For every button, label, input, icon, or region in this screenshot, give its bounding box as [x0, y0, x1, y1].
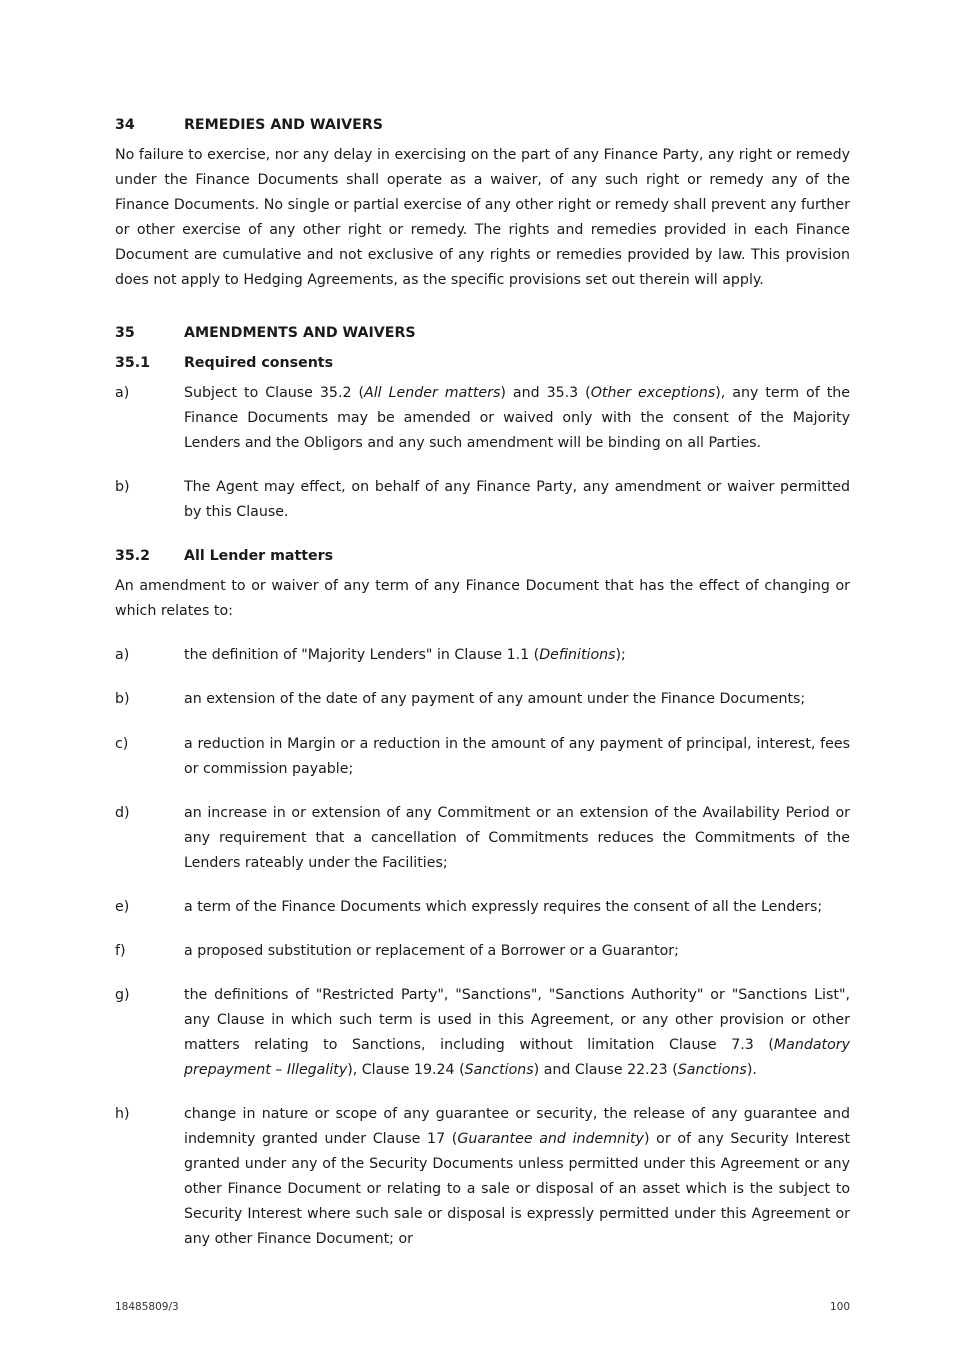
clause-35-2-g-text: the definitions of "Restricted Party", "Sanctions", "Sanctions Authority" or "Sanctions List", any Clause in which such term is used in this Agreement, or any other provision or other matters relating to Sanctions, including without limitation Clause 7.3 (Mandatory prepayment – Illegality), Clause 19.24 (Sanctions) and Clause 22.23 (Sanctions).: [184, 987, 850, 1078]
clause-35-2-e-text: a term of the Finance Documents which expressly requires the consent of all the Lenders;: [184, 899, 823, 915]
clause-35-2-f-text: a proposed substitution or replacement of a Borrower or a Guarantor;: [184, 943, 679, 959]
clause-35-2-title: All Lender matters: [184, 548, 334, 564]
clause-35-2-h-label: h): [115, 1106, 130, 1122]
clause-35-1-b-text: The Agent may effect, on behalf of any Finance Party, any amendment or waiver permitted by this Clause.: [184, 479, 850, 520]
clause-35-2-d-label: d): [115, 805, 130, 821]
page-number: 100: [829, 1301, 850, 1313]
clause-35-1-a-label: a): [115, 385, 130, 401]
clause-35-2-number: 35.2: [115, 548, 151, 564]
clause-35-2-c-label: c): [115, 736, 129, 752]
clause-35-1-title: Required consents: [184, 355, 334, 371]
clause-35-1-a-text: Subject to Clause 35.2 (All Lender matters) and 35.3 (Other exceptions), any term of the Finance Documents may be amended or waived only with the consent of the Majority Lenders and the Obligors and any such amendment will be binding on all Parties.: [184, 385, 850, 451]
clause-35-2-f-label: f): [115, 943, 126, 959]
section-34-title: REMEDIES AND WAIVERS: [184, 117, 383, 133]
clause-35-1-number: 35.1: [115, 355, 151, 371]
document-reference: 18485809/3: [115, 1301, 179, 1313]
clause-35-1-b-label: b): [115, 479, 130, 495]
clause-35-2-c-text: a reduction in Margin or a reduction in the amount of any payment of principal, interest, fees or commission payable;: [184, 736, 850, 777]
clause-35-2-b-label: b): [115, 691, 130, 707]
section-35-title: AMENDMENTS AND WAIVERS: [184, 325, 416, 341]
clause-35-2-e-label: e): [115, 899, 130, 915]
clause-35-2-b-text: an extension of the date of any payment of any amount under the Finance Documents;: [184, 691, 806, 707]
clause-35-2-g-label: g): [115, 987, 130, 1003]
clause-35-2-d-text: an increase in or extension of any Commitment or an extension of the Availability Period or any requirement that a cancellation of Commitments reduces the Commitments of the Lenders rateably under the Facilities;: [184, 805, 850, 871]
section-34-body: No failure to exercise, nor any delay in exercising on the part of any Finance Party, any right or remedy under the Finance Documents shall operate as a waiver, of any such right or remedy any of the Finance Documents. No single or partial exercise of any other right or remedy shall prevent any further or other exercise of any other right or remedy. The rights and remedies provided in each Finance Document are cumulative and not exclusive of any rights or remedies provided by law. This provision does not apply to Hedging Agreements, as the specific provisions set out therein will apply.: [115, 147, 850, 288]
clause-35-2-a-text: the definition of "Majority Lenders" in Clause 1.1 (Definitions);: [184, 647, 626, 663]
clause-35-2-intro: An amendment to or waiver of any term of any Finance Document that has the effect of changing or which relates to:: [115, 578, 850, 619]
section-35-number: 35: [115, 325, 135, 341]
section-34-number: 34: [115, 117, 135, 133]
clause-35-2-a-label: a): [115, 647, 130, 663]
clause-35-2-h-text: change in nature or scope of any guarantee or security, the release of any guarantee and indemnity granted under Clause 17 (Guarantee and indemnity) or of any Security Interest granted under any of the Security Documents unless permitted under this Agreement or any other Finance Document or relating to a sale or disposal of an asset which is the subject to Security Interest where such sale or disposal is expressly permitted under this Agreement or any other Finance Document; or: [184, 1106, 851, 1247]
